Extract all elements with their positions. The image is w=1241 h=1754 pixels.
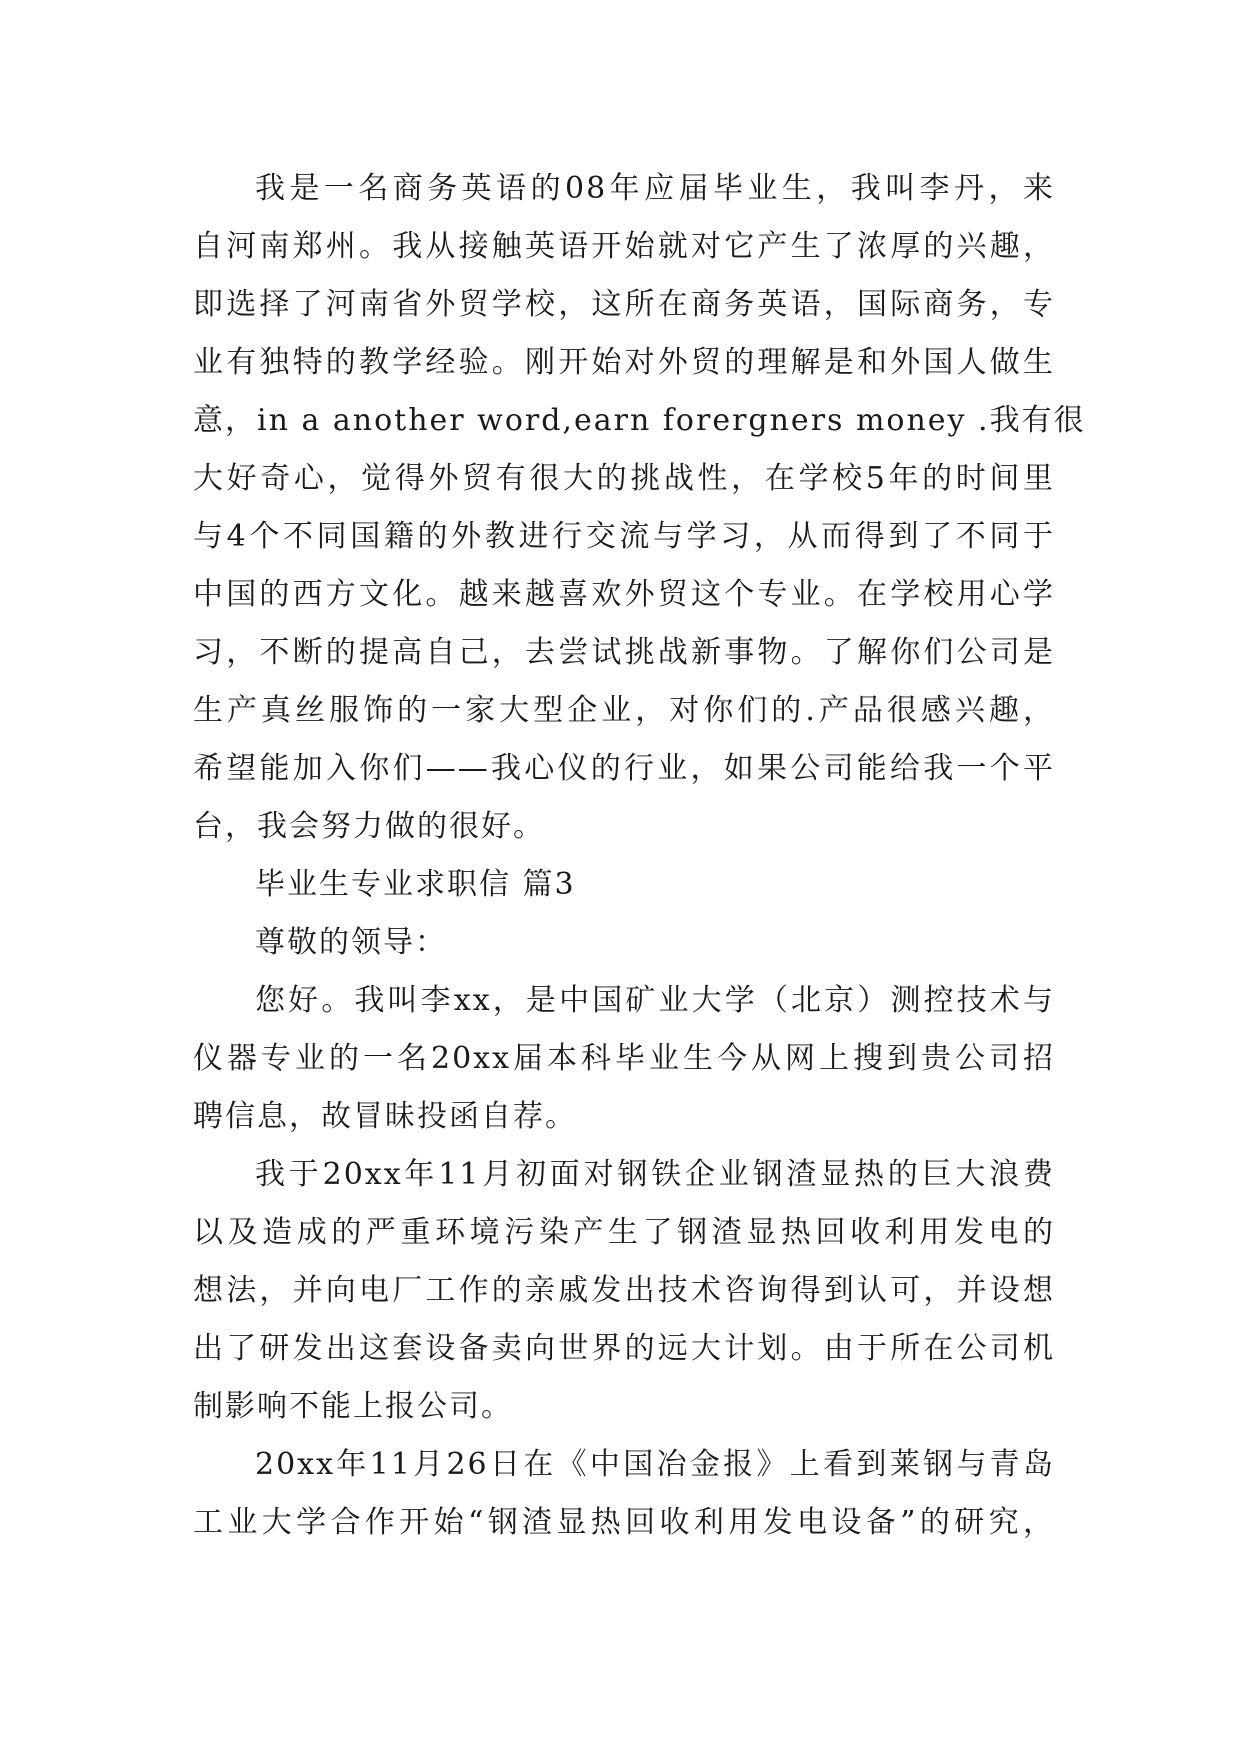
paragraph-4-line-2: 工业大学合作开始“钢渣显热回收利用发电设备”的研究， xyxy=(193,1505,1055,1540)
paragraph-3-line-3: 想法，并向电厂工作的亲戚发出技术咨询得到认可，并设想 xyxy=(193,1273,1055,1308)
paragraph-1-line-9: 习，不断的提高自己，去尝试挑战新事物。了解你们公司是 xyxy=(193,635,1055,670)
paragraph-2-line-3: 聘信息，故冒昧投函自荐。 xyxy=(193,1099,577,1134)
section-heading: 毕业生专业求职信 篇3 xyxy=(255,867,576,902)
paragraph-1-line-8: 中国的西方文化。越来越喜欢外贸这个专业。在学校用心学 xyxy=(193,577,1055,612)
paragraph-1-line-4: 业有独特的教学经验。刚开始对外贸的理解是和外国人做生 xyxy=(193,345,1055,380)
paragraph-2-line-1: 您好。我叫李xx，是中国矿业大学（北京）测控技术与 xyxy=(255,983,1055,1018)
paragraph-1-line-11: 希望能加入你们——我心仪的行业，如果公司能给我一个平 xyxy=(193,751,1055,786)
paragraph-3-line-2: 以及造成的严重环境污染产生了钢渣显热回收利用发电的 xyxy=(193,1215,1055,1250)
document-body xyxy=(193,160,1086,1552)
paragraph-2-line-2: 仪器专业的一名20xx届本科毕业生今从网上搜到贵公司招 xyxy=(193,1041,1055,1076)
paragraph-1-line-7: 与4个不同国籍的外教进行交流与学习，从而得到了不同于 xyxy=(193,519,1055,554)
paragraph-3-line-4: 出了研发出这套设备卖向世界的远大计划。由于所在公司机 xyxy=(193,1331,1055,1366)
paragraph-1-line-12: 台，我会努力做的很好。 xyxy=(193,809,545,844)
paragraph-1-line-5: 意，in a another word,earn forergners money .我有很 xyxy=(193,403,1086,438)
paragraph-3-line-5: 制影响不能上报公司。 xyxy=(193,1389,513,1424)
salutation: 尊敬的领导： xyxy=(255,925,447,960)
paragraph-1-line-2: 自河南郑州。我从接触英语开始就对它产生了浓厚的兴趣， xyxy=(193,229,1055,264)
paragraph-1-line-3: 即选择了河南省外贸学校，这所在商务英语，国际商务，专 xyxy=(193,287,1055,322)
paragraph-1-line-1: 我是一名商务英语的08年应届毕业生，我叫李丹，来 xyxy=(255,171,1055,206)
paragraph-4-line-1: 20xx年11月26日在《中国冶金报》上看到莱钢与青岛 xyxy=(255,1447,1055,1482)
paragraph-3-line-1: 我于20xx年11月初面对钢铁企业钢渣显热的巨大浪费 xyxy=(255,1157,1055,1192)
paragraph-1-line-6: 大好奇心，觉得外贸有很大的挑战性，在学校5年的时间里 xyxy=(193,461,1055,496)
paragraph-1-line-10: 生产真丝服饰的一家大型企业，对你们的.产品很感兴趣， xyxy=(193,693,1055,728)
